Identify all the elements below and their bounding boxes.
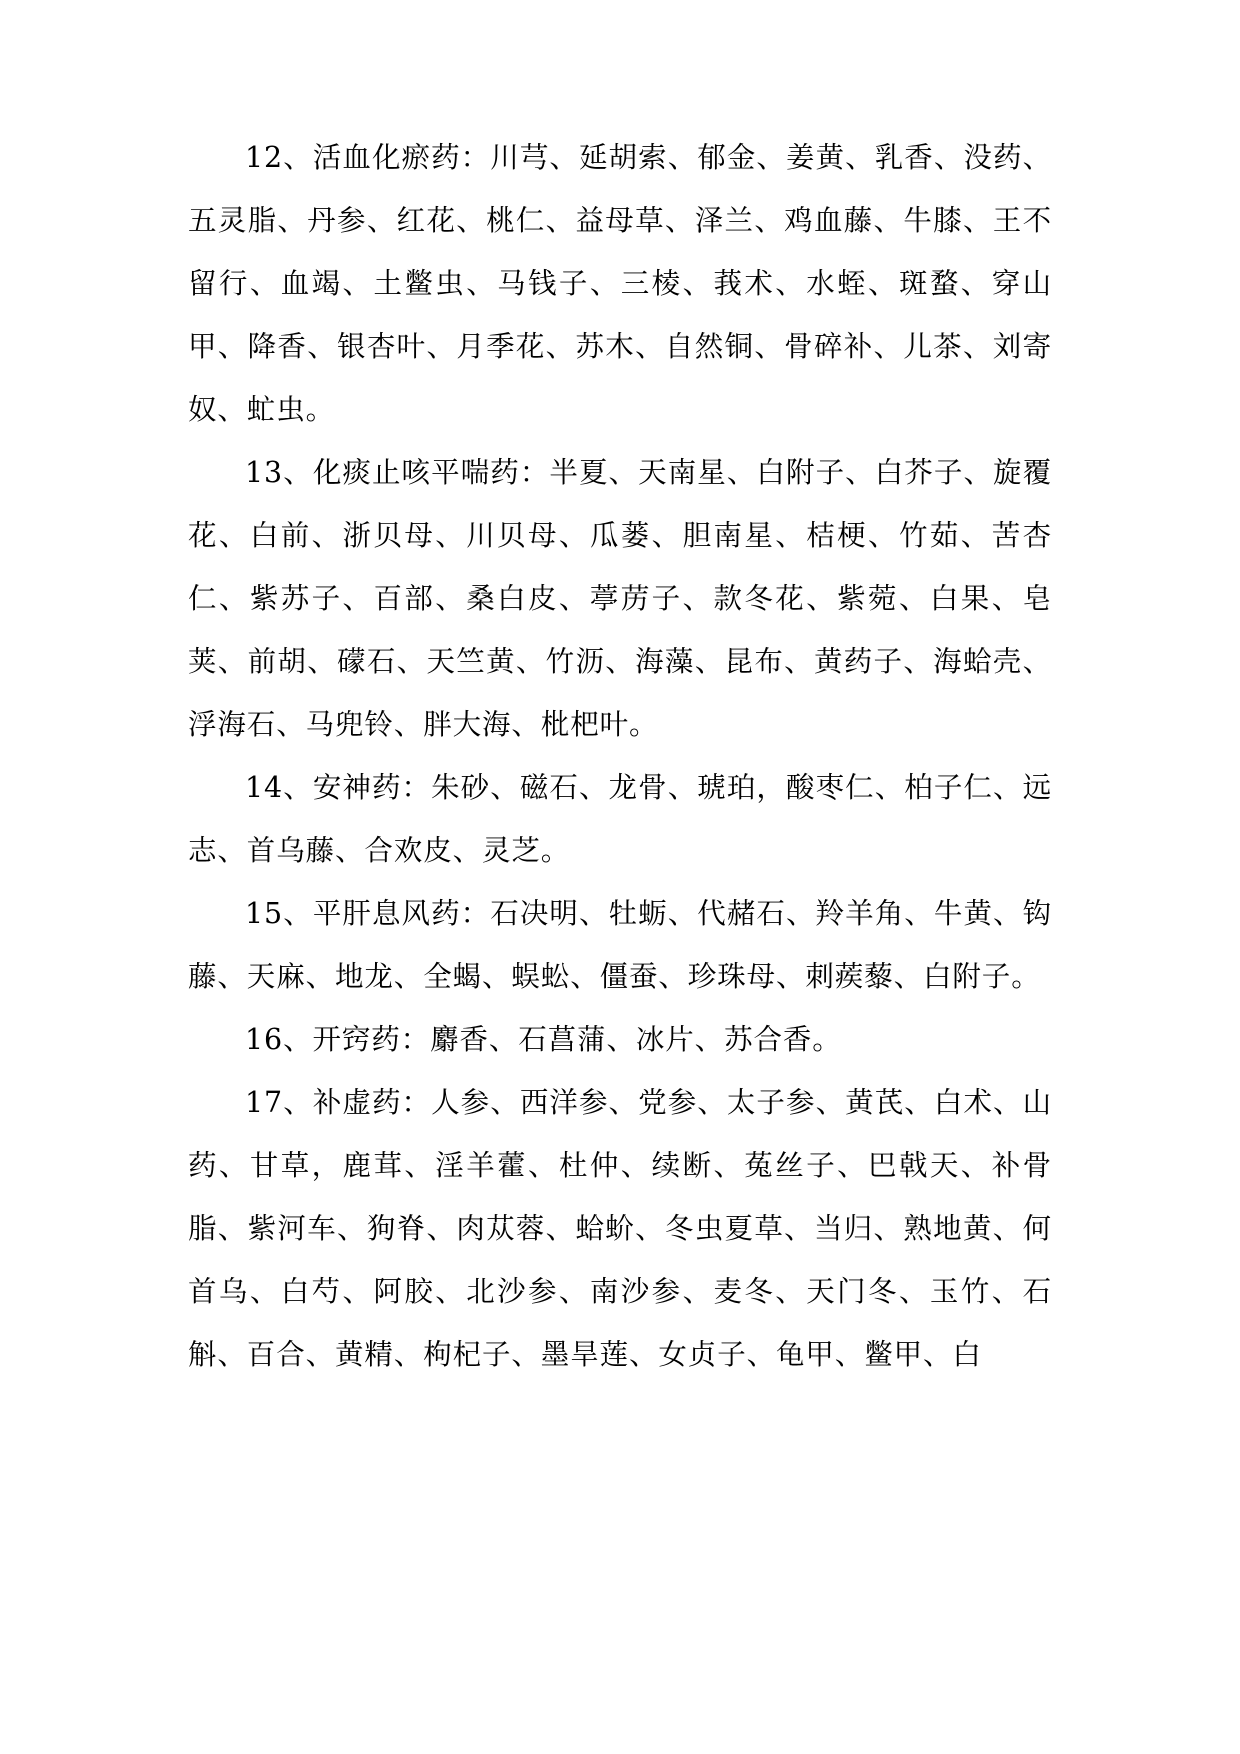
paragraph-17: 17、补虚药：人参、西洋参、党参、太子参、黄芪、白术、山药、甘草，鹿茸、淫羊藿、杜仲、续断、菟丝子、巴戟天、补骨脂、紫河车、狗脊、肉苁蓉、蛤蚧、冬虫夏草、当归、熟地黄、何首乌、白芍、阿胶、北沙参、南沙参、麦冬、天门冬、玉竹、石斛、百合、黄精、枸杞子、墨旱莲、女贞子、龟甲、鳖甲、白: [188, 1086, 1052, 1371]
document-body: [188, 126, 1052, 1386]
paragraph-12: 12、活血化瘀药：川芎、延胡索、郁金、姜黄、乳香、没药、五灵脂、丹参、红花、桃仁、益母草、泽兰、鸡血藤、牛膝、王不留行、血竭、土鳖虫、马钱子、三棱、莪术、水蛭、斑蝥、穿山甲、降香、银杏叶、月季花、苏木、自然铜、骨碎补、儿茶、刘寄奴、虻虫。: [188, 141, 1052, 426]
paragraph-14: 14、安神药：朱砂、磁石、龙骨、琥珀，酸枣仁、柏子仁、远志、首乌藤、合欢皮、灵芝。: [188, 771, 1052, 867]
paragraph-16: 16、开窍药：麝香、石菖蒲、冰片、苏合香。: [245, 1023, 842, 1056]
paragraph-15: 15、平肝息风药：石决明、牡蛎、代赭石、羚羊角、牛黄、钩藤、天麻、地龙、全蝎、蜈蚣、僵蚕、珍珠母、刺蒺藜、白附子。: [188, 897, 1052, 993]
paragraph-13: 13、化痰止咳平喘药：半夏、天南星、白附子、白芥子、旋覆花、白前、浙贝母、川贝母、瓜蒌、胆南星、桔梗、竹茹、苦杏仁、紫苏子、百部、桑白皮、葶苈子、款冬花、紫菀、白果、皂荚、前胡、礞石、天竺黄、竹沥、海藻、昆布、黄药子、海蛤壳、浮海石、马兜铃、胖大海、枇杷叶。: [188, 456, 1052, 741]
